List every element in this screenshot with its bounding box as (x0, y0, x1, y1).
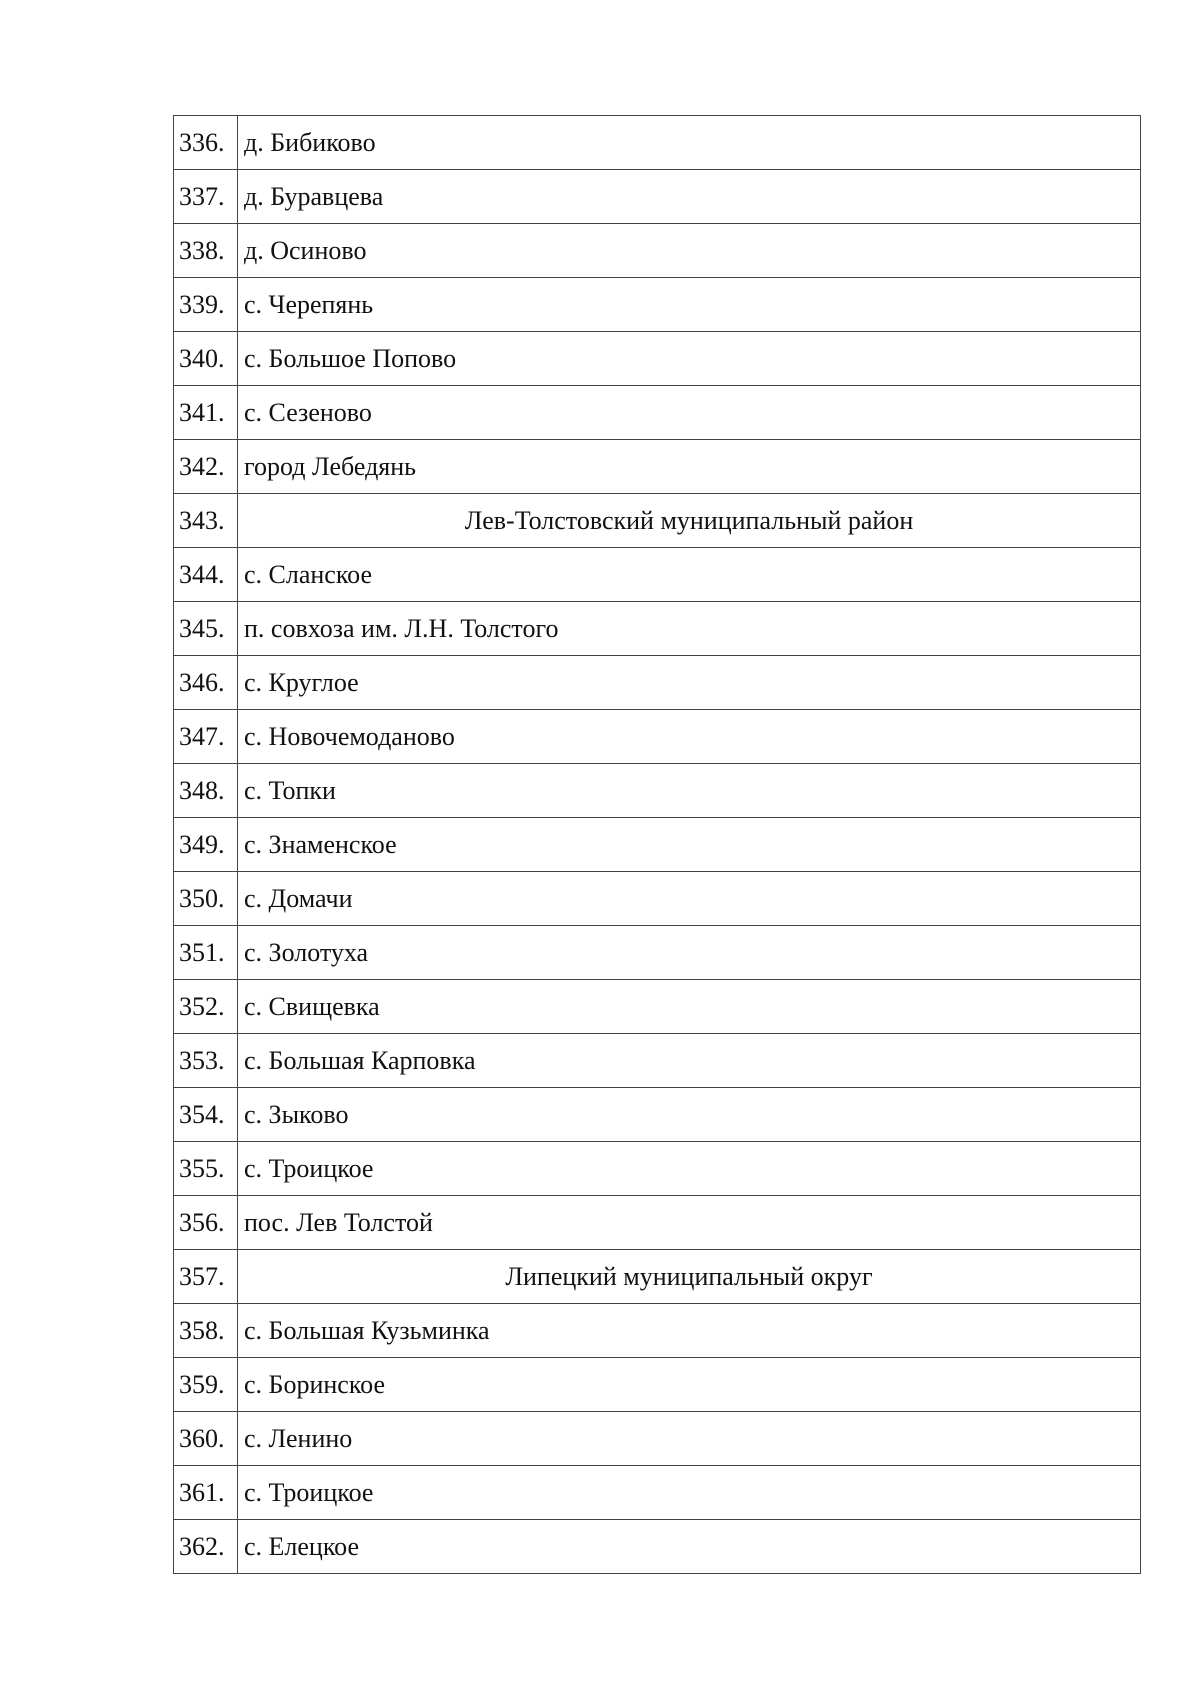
district-name-cell: Липецкий муниципальный округ (238, 1250, 1141, 1304)
settlement-name-cell: с. Домачи (238, 872, 1141, 926)
district-name-cell: Лев-Толстовский муниципальный район (238, 494, 1141, 548)
table-row (174, 1196, 1141, 1250)
settlement-name-cell: с. Круглое (238, 656, 1141, 710)
row-number-cell: 355. (174, 1142, 238, 1196)
settlement-name-cell: с. Золотуха (238, 926, 1141, 980)
row-number-cell: 340. (174, 332, 238, 386)
row-number-cell: 357. (174, 1250, 238, 1304)
row-number-cell: 350. (174, 872, 238, 926)
table-row (174, 224, 1141, 278)
table-row (174, 278, 1141, 332)
settlements-table (173, 115, 1141, 1574)
table-row (174, 818, 1141, 872)
table-row (174, 1304, 1141, 1358)
settlement-name-cell: с. Сланское (238, 548, 1141, 602)
settlement-name-cell: с. Сезеново (238, 386, 1141, 440)
table-row (174, 386, 1141, 440)
table-row (174, 764, 1141, 818)
row-number-cell: 348. (174, 764, 238, 818)
row-number-cell: 351. (174, 926, 238, 980)
row-number-cell: 362. (174, 1520, 238, 1574)
table-row (174, 710, 1141, 764)
table-row (174, 1466, 1141, 1520)
table-row (174, 440, 1141, 494)
table-row (174, 1088, 1141, 1142)
settlement-name-cell: с. Новочемоданово (238, 710, 1141, 764)
row-number-cell: 347. (174, 710, 238, 764)
table-row (174, 1034, 1141, 1088)
settlement-name-cell: с. Большая Кузьминка (238, 1304, 1141, 1358)
settlement-name-cell: с. Троицкое (238, 1466, 1141, 1520)
settlement-name-cell: с. Зыково (238, 1088, 1141, 1142)
settlements-table-body (174, 116, 1141, 1574)
settlement-name-cell: с. Елецкое (238, 1520, 1141, 1574)
row-number-cell: 352. (174, 980, 238, 1034)
settlement-name-cell: д. Буравцева (238, 170, 1141, 224)
settlement-name-cell: д. Бибиково (238, 116, 1141, 170)
settlement-name-cell: с. Троицкое (238, 1142, 1141, 1196)
row-number-cell: 336. (174, 116, 238, 170)
row-number-cell: 337. (174, 170, 238, 224)
row-number-cell: 343. (174, 494, 238, 548)
settlement-name-cell: с. Большая Карповка (238, 1034, 1141, 1088)
table-row (174, 116, 1141, 170)
row-number-cell: 353. (174, 1034, 238, 1088)
table-row (174, 872, 1141, 926)
settlement-name-cell: с. Большое Попово (238, 332, 1141, 386)
row-number-cell: 342. (174, 440, 238, 494)
row-number-cell: 361. (174, 1466, 238, 1520)
row-number-cell: 345. (174, 602, 238, 656)
settlement-name-cell: пос. Лев Толстой (238, 1196, 1141, 1250)
settlement-name-cell: с. Свищевка (238, 980, 1141, 1034)
section-header-row (174, 1250, 1141, 1304)
row-number-cell: 344. (174, 548, 238, 602)
settlement-name-cell: с. Черепянь (238, 278, 1141, 332)
table-row (174, 926, 1141, 980)
table-row (174, 332, 1141, 386)
table-row (174, 656, 1141, 710)
row-number-cell: 338. (174, 224, 238, 278)
row-number-cell: 349. (174, 818, 238, 872)
row-number-cell: 339. (174, 278, 238, 332)
settlement-name-cell: с. Боринское (238, 1358, 1141, 1412)
table-row (174, 1142, 1141, 1196)
row-number-cell: 356. (174, 1196, 238, 1250)
row-number-cell: 359. (174, 1358, 238, 1412)
table-row (174, 1520, 1141, 1574)
row-number-cell: 341. (174, 386, 238, 440)
settlement-name-cell: с. Ленино (238, 1412, 1141, 1466)
settlement-name-cell: п. совхоза им. Л.Н. Толстого (238, 602, 1141, 656)
table-row (174, 980, 1141, 1034)
table-row (174, 602, 1141, 656)
settlement-name-cell: д. Осиново (238, 224, 1141, 278)
row-number-cell: 360. (174, 1412, 238, 1466)
table-row (174, 1358, 1141, 1412)
table-row (174, 548, 1141, 602)
table-row (174, 170, 1141, 224)
settlement-name-cell: город Лебедянь (238, 440, 1141, 494)
table-row (174, 1412, 1141, 1466)
row-number-cell: 354. (174, 1088, 238, 1142)
settlement-name-cell: с. Знаменское (238, 818, 1141, 872)
row-number-cell: 358. (174, 1304, 238, 1358)
settlement-name-cell: с. Топки (238, 764, 1141, 818)
row-number-cell: 346. (174, 656, 238, 710)
section-header-row (174, 494, 1141, 548)
